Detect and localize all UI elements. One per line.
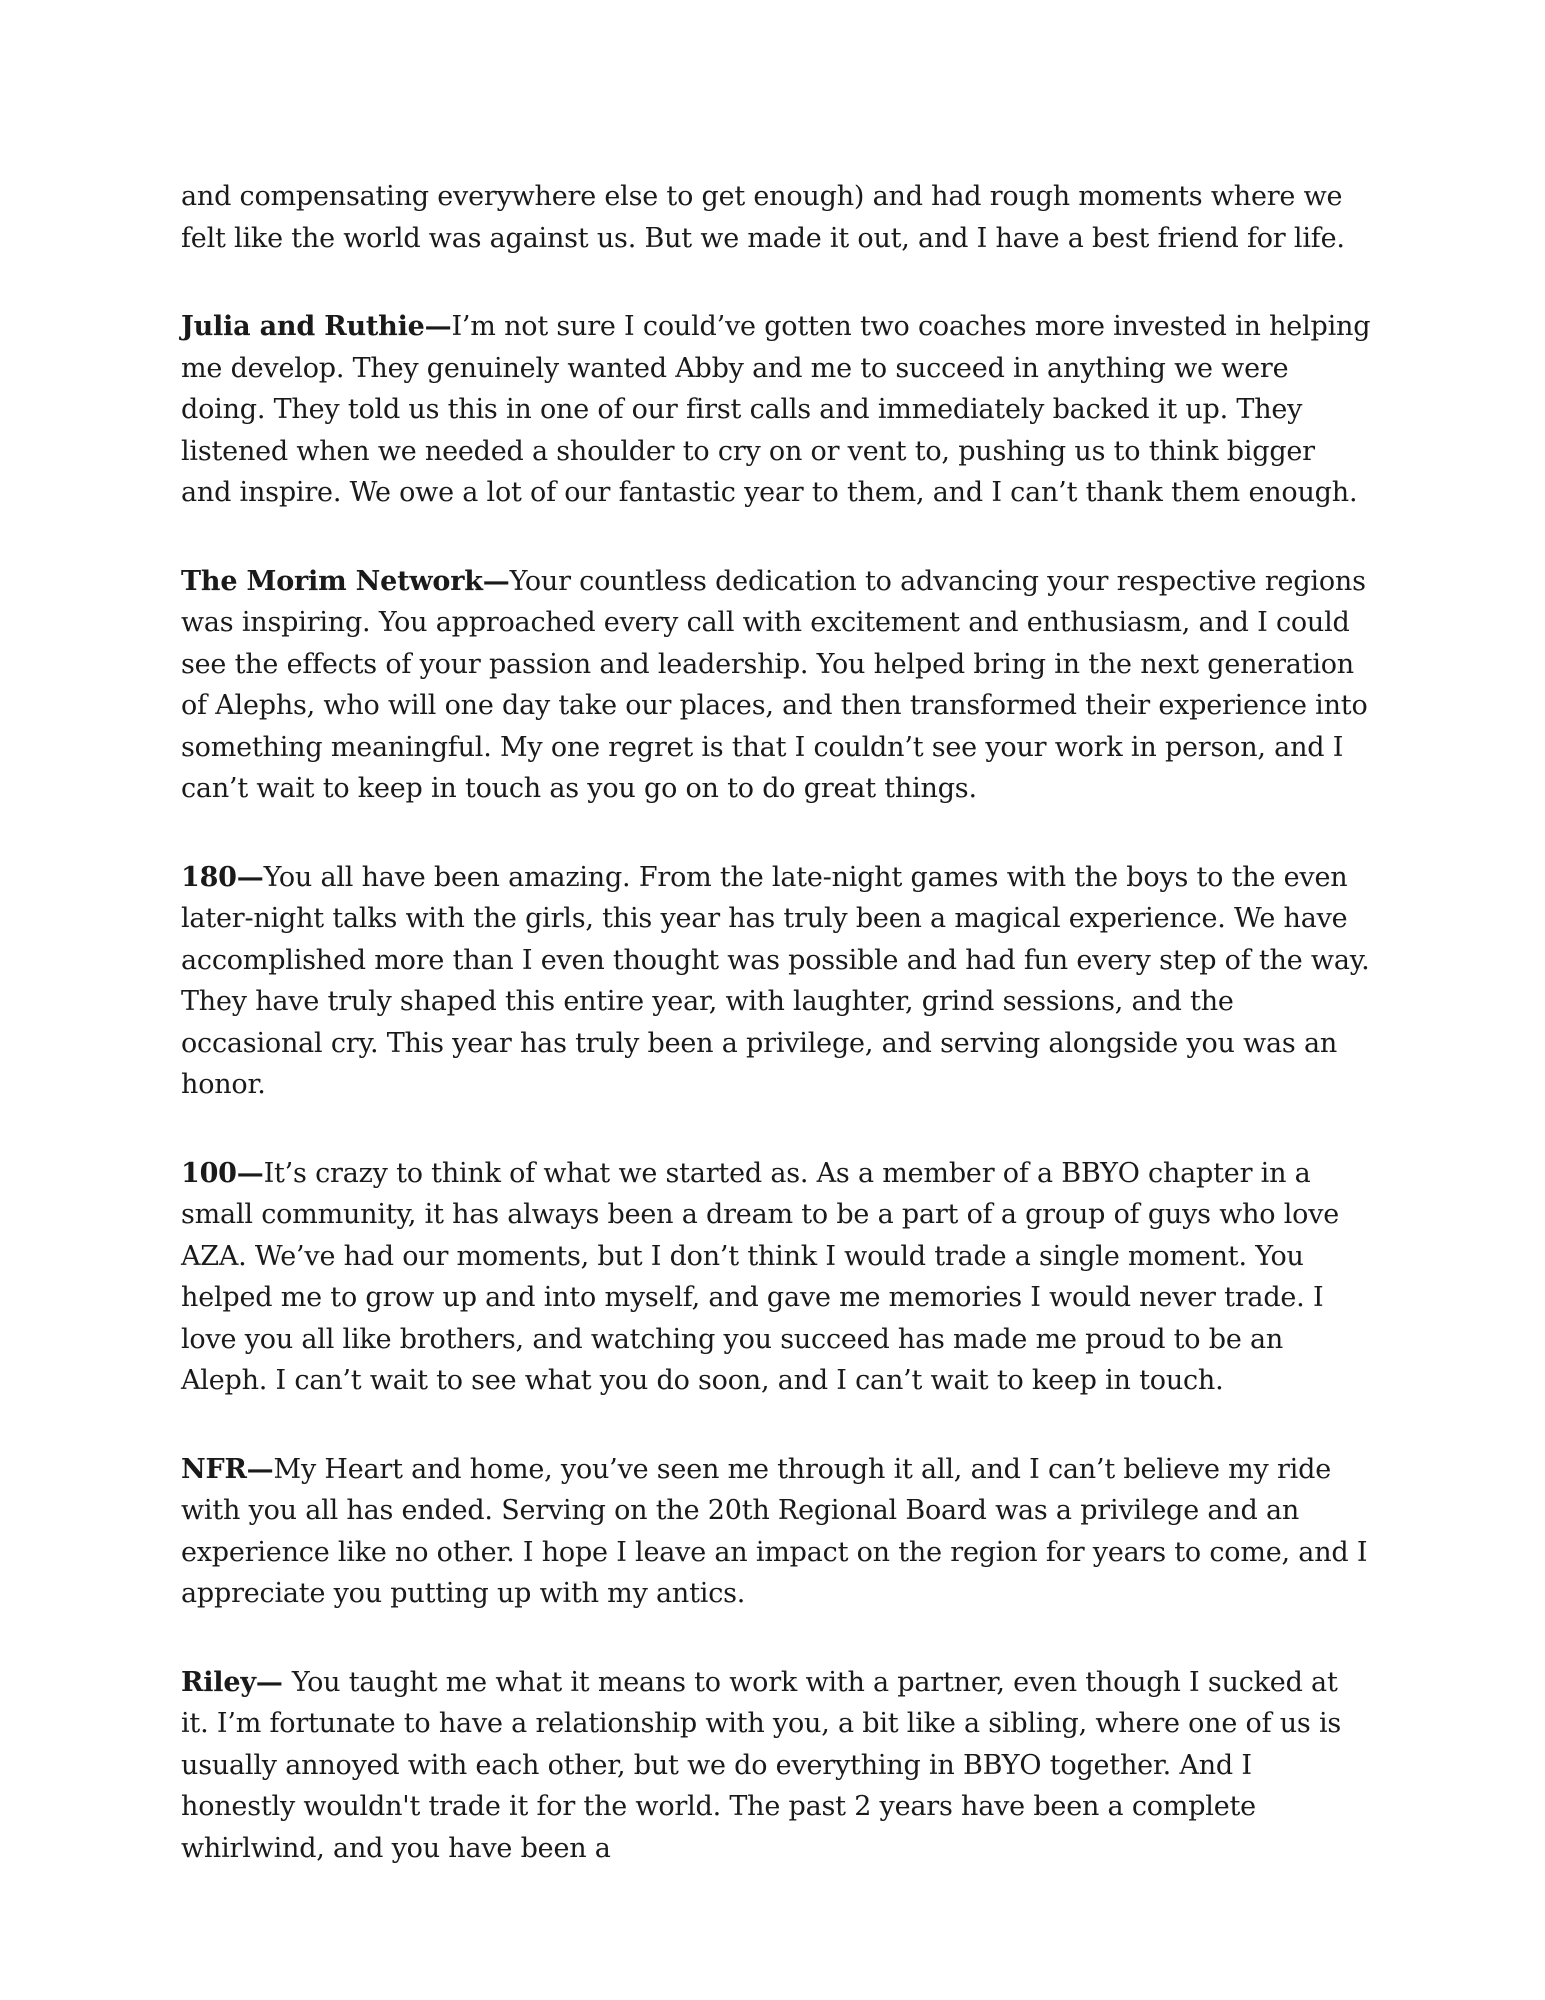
paragraph-nfr	[181, 1449, 1371, 1615]
paragraph-lead: 100—	[181, 1157, 264, 1189]
paragraph-lead: NFR—	[181, 1453, 274, 1485]
document-body	[181, 176, 1371, 1916]
paragraph-lead: 180—	[181, 861, 264, 893]
paragraph-text: You taught me what it means to work with a partner, even though I sucked at it. I’m fortunate to have a relationship with you, a bit like a sibling, where one of us is usually annoyed with each other, but we do everything in BBYO together. And I honestly wouldn't trade it for the world. The past 2 years have been a complete whirlwind, and you have been a	[181, 1666, 1342, 1864]
paragraph-text: You all have been amazing. From the late-night games with the boys to the even later-night talks with the girls, this year has truly been a magical experience. We have accomplished more than I even thought was possible and had fun every step of the way. They have truly shaped this entire year, with laughter, grind sessions, and the occasional cry. This year has truly been a privilege, and serving alongside you was an honor.	[181, 861, 1370, 1100]
paragraph-text: I’m not sure I could’ve gotten two coaches more invested in helping me develop. They genuinely wanted Abby and me to succeed in anything we were doing. They told us this in one of our first calls and immediately backed it up. They listened when we needed a shoulder to cry on or vent to, pushing us to think bigger and inspire. We owe a lot of our fantastic year to them, and I can’t thank them enough.	[181, 311, 1371, 508]
paragraph-180	[181, 857, 1371, 1106]
paragraph-riley	[181, 1662, 1371, 1870]
paragraph-text: and compensating everywhere else to get enough) and had rough moments where we felt like the world was against us. But we made it out, and I have a best friend for life.	[181, 181, 1345, 254]
paragraph-text: It’s crazy to think of what we started as. As a member of a BBYO chapter in a small community, it has always been a dream to be a part of a group of guys who love AZA. We’ve had our moments, but I don’t think I would trade a single moment. You helped me to grow up and into myself, and gave me memories I would never trade. I love you all like brothers, and watching you succeed has made me proud to be an Aleph. I can’t wait to see what you do soon, and I can’t wait to keep in touch.	[181, 1157, 1340, 1396]
paragraph-text: My Heart and home, you’ve seen me through it all, and I can’t believe my ride with you all has ended. Serving on the 20th Regional Board was a privilege and an experience like no other. I hope I leave an impact on the region for years to come, and I appreciate you putting up with my antics.	[181, 1453, 1368, 1609]
paragraph-100	[181, 1153, 1371, 1402]
paragraph-julia-and-ruthie	[181, 306, 1371, 514]
paragraph-morim-network	[181, 561, 1371, 810]
paragraph-text: Your countless dedication to advancing your respective regions was inspiring. You approached every call with excitement and enthusiasm, and I could see the effects of your passion and leadership. You helped bring in the next generation of Alephs, who will one day take our places, and then transformed their experience into something meaningful. My one regret is that I couldn’t see your work in person, and I can’t wait to keep in touch as you go on to do great things.	[181, 565, 1368, 804]
paragraph-continuation	[181, 176, 1371, 259]
paragraph-lead: Julia and Ruthie—	[181, 311, 452, 342]
paragraph-lead: The Morim Network—	[181, 565, 510, 597]
paragraph-lead: Riley—	[181, 1666, 292, 1698]
